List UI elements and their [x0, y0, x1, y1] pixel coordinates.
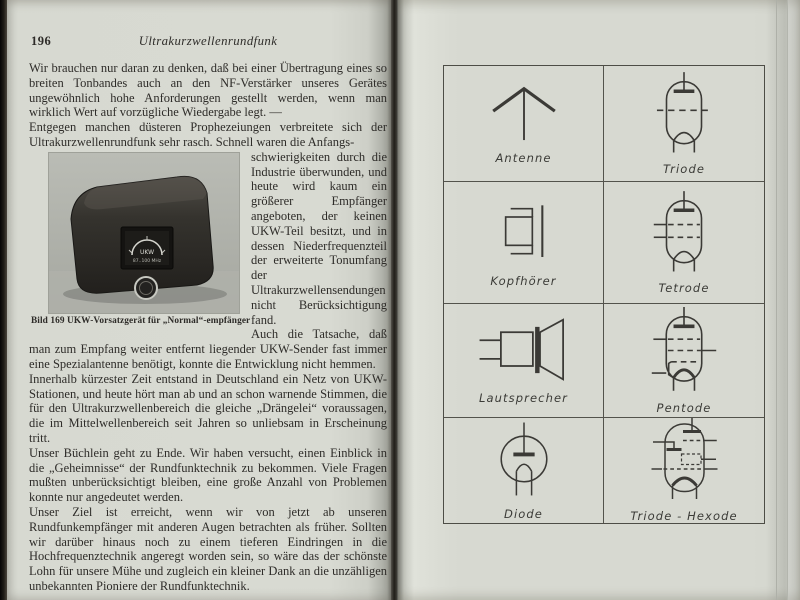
- pentode-tube-icon: [648, 307, 720, 394]
- paragraph: Unser Büchlein geht zu Ende. Wir haben versucht, einen Einblick in die „Geheimnisse“ der Rundfunktechnik zu bekommen. Viele Fragen mußten unberücksichtigt bleiben, eine große Anzahl von Problemen konnte nur angedeutet werden.: [29, 445, 387, 505]
- right-page: [398, 0, 800, 600]
- symbol-label: Kopfhörer: [490, 274, 557, 288]
- symbol-label: Diode: [504, 506, 543, 521]
- left-page: [7, 0, 391, 600]
- headphones-icon: [489, 197, 559, 267]
- dial-range-label: 87..100 MHz: [132, 258, 162, 264]
- radio-photo: [49, 153, 239, 313]
- symbol-cell-triode: [604, 66, 764, 182]
- symbol-label: Antenne: [495, 151, 552, 165]
- book-left-edge: [0, 0, 7, 600]
- triode-hexode-tube-icon: [647, 418, 722, 502]
- body-text: [29, 61, 387, 594]
- symbol-cell-kopfhoerer: [444, 182, 604, 304]
- paragraph: Entgegen manchen düsteren Prophezeiungen verbreitete sich der Ultrakurzwellenrundfunk sehr rasch. Schnell waren die Anfangs-: [29, 120, 387, 149]
- symbol-label: Triode - Hexode: [630, 509, 738, 523]
- figure-radio: [31, 153, 251, 327]
- diode-tube-icon: [492, 421, 556, 500]
- symbol-cell-pentode: [604, 304, 764, 418]
- page-number: 196: [31, 34, 52, 48]
- paragraph: Innerhalb kürzester Zeit entstand in Deutschland ein Netz von UKW-Stationen, und heute hört man ab und an schon warnende Stimmen, die für den Ultrakurzwellenbereich die gleiche „Drängelei“ voraussagen, die im Mittelwellenbereich seit Jahren so unliebsam in Erscheinung tritt.: [29, 371, 387, 445]
- page-header: [29, 34, 387, 50]
- symbol-label: Lautsprecher: [479, 391, 568, 405]
- triode-tube-icon: [649, 72, 719, 155]
- symbol-cell-lautsprecher: [444, 304, 604, 418]
- loudspeaker-icon: [476, 316, 572, 384]
- symbol-label: Pentode: [656, 400, 712, 415]
- symbol-cell-triode-hexode: [604, 418, 764, 523]
- antenna-icon: [482, 82, 566, 144]
- symbol-cell-antenne: [444, 66, 604, 182]
- running-head: Ultrakurzwellenrundfunk: [138, 34, 278, 48]
- paragraph: Unser Ziel ist erreicht, wenn wir von jetzt ab unseren Rundfunkempfänger mit anderen Augen betrachten als früher. Sollten wir darüber hinaus noch zu einem tieferen Eindringen in die Hochfrequenztechnik angeregt worden sein, so wäre das der schönste Lohn für unsere Mühe und zugleich ein kleiner Dank an die unzähligen unbekannten Pioniere der Rundfunktechnik.: [29, 504, 387, 593]
- symbol-cell-tetrode: [604, 182, 764, 304]
- paragraph: Auch die Tatsache, daß man zum Empfang weiter entfernt liegender UKW-Sender fast immer eine Spezialantenne benötigt, konnte die Entwicklung nicht hemmen.: [29, 327, 387, 371]
- schematic-symbol-table: [443, 65, 765, 524]
- book-gutter: [391, 0, 398, 600]
- paragraph: schwierigkeiten durch die Industrie überwunden, und heute wird kaum ein größerer Empfänger angeboten, der keinen UKW-Teil besitzt, und in dessen Niederfrequenzteil der erweiterte Tonumfang der Ultrakurzwellensendungen nicht Berücksichtigung fand.: [251, 149, 387, 327]
- figure-caption: Bild 169 UKW-Vorsatzgerät für „Normal“-empfänger: [31, 315, 251, 326]
- symbol-label: Triode: [662, 161, 706, 176]
- tuning-knob: [135, 277, 157, 299]
- symbol-cell-diode: [444, 418, 604, 523]
- symbol-label: Tetrode: [658, 280, 710, 295]
- tetrode-tube-icon: [649, 191, 719, 274]
- dial-band-label: UKW: [139, 248, 155, 256]
- paragraph: Wir brauchen nur daran zu denken, daß bei einer Übertragung eines so breiten Tonbandes auch an den NF-Verstärker unseres Gerätes ungewöhnlich hohe Anforderungen gestellt werden, wenn man wirklich Wert auf vorzügliche Wiedergabe legt. —: [29, 61, 387, 120]
